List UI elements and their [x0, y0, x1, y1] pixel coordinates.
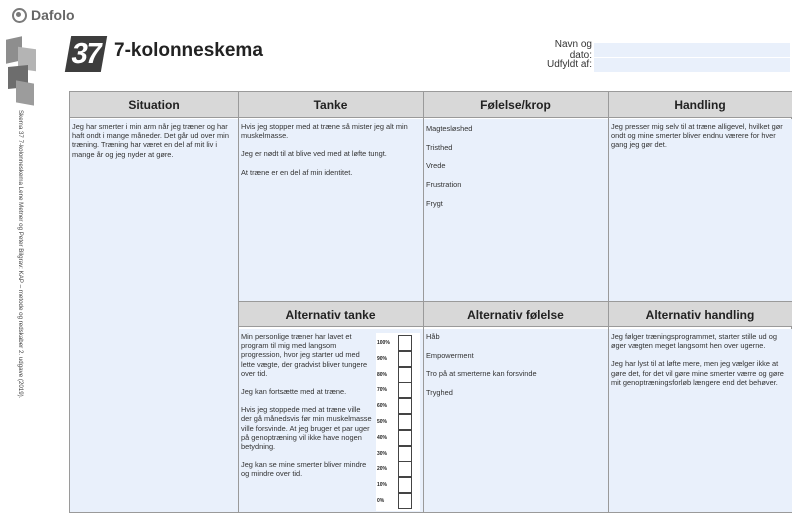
scale-checkbox[interactable] [398, 430, 412, 446]
foelelse-item: Vrede [426, 161, 446, 171]
percentage-scale [376, 333, 420, 511]
logo-text: Dafolo [31, 7, 75, 23]
alt-foelelse-item: Håb [426, 332, 440, 341]
header-alt-handling: Alternativ handling [608, 301, 792, 327]
alt-tanke-line: Jeg kan fortsætte med at træne. [241, 387, 347, 397]
alt-handling-cell[interactable] [609, 329, 792, 512]
scale-row[interactable] [376, 335, 420, 350]
name-date-label: Navn og dato: [554, 38, 592, 61]
tanke-line: At træne er en del af min identitet. [241, 167, 353, 177]
alt-tanke-line: Hvis jeg stoppede med at træne ville der gå månedsvis før min muskelmasse ville forsvinde. At jeg bruger et par uger på genoptræning vil ikke have nogen betydning. [241, 405, 372, 452]
scale-checkbox[interactable] [398, 414, 412, 430]
scale-row[interactable] [376, 430, 420, 445]
scale-row[interactable] [376, 461, 420, 476]
side-credit: Skema 37 7-kolonneskema Lene Metner og Peter Bilgrav: KAP – metode og redskaber 2. udgave (2019). [17, 110, 24, 399]
alt-foelelse-cell[interactable] [424, 329, 608, 512]
scale-checkbox[interactable] [398, 367, 412, 383]
alt-handling-line: Jeg følger træningsprogrammet, starter stille ud og øger vægten meget langsomt hen over ugerne. [611, 332, 777, 351]
tanke-cell[interactable] [239, 119, 423, 301]
scale-row[interactable] [376, 493, 420, 508]
scale-checkbox[interactable] [398, 477, 412, 493]
alt-handling-line: Jeg har lyst til at løfte mere, men jeg vælger ikke at gøre det, for det vil gøre mine smerter værre og gøre mit genoptræningsforløb længere end det behøver. [611, 359, 784, 387]
kap-graphic-icon [4, 38, 38, 106]
page-title: 7-kolonneskema [114, 40, 263, 61]
scale-checkbox[interactable] [398, 446, 412, 462]
chapter-number-badge: 37 [65, 36, 107, 72]
header-alt-foelelse: Alternativ følelse [423, 301, 608, 327]
meta-fields [532, 38, 790, 72]
scale-row[interactable] [376, 351, 420, 366]
scale-row[interactable] [376, 398, 420, 413]
alt-tanke-line: Jeg kan se mine smerter bliver mindre og mindre over tid. [241, 460, 367, 479]
alt-foelelse-item: Tryghed [426, 388, 453, 398]
header-foelelse: Følelse/krop [423, 92, 608, 118]
seven-column-table [69, 91, 792, 513]
foelelse-cell[interactable] [424, 119, 608, 301]
scale-label: 20% [377, 466, 388, 473]
scale-label: 60% [377, 403, 388, 410]
name-date-field[interactable] [594, 43, 790, 57]
foelelse-item: Magtesløshed [426, 124, 473, 133]
scale-label: 10% [377, 482, 388, 489]
foelelse-item: Frygt [426, 198, 443, 208]
header-handling: Handling [608, 92, 792, 118]
tanke-line: Hvis jeg stopper med at træne så mister jeg alt min muskelmasse. [241, 122, 408, 141]
foelelse-item: Tristhed [426, 142, 453, 152]
scale-label: 30% [377, 450, 388, 457]
scale-label: 0% [377, 498, 385, 504]
scale-row[interactable] [376, 382, 420, 397]
alt-tanke-line: Min personlige træner har lavet et program til mig med langsom progression, hvor jeg starter ud med lette vægte, der gradvist bliver tungere over tid. [241, 332, 368, 378]
dafolo-logo [12, 7, 75, 23]
situation-cell[interactable] [70, 119, 238, 512]
alt-foelelse-item: Empowerment [426, 350, 474, 360]
filled-by-field[interactable] [594, 58, 790, 72]
tanke-line: Jeg er nødt til at blive ved med at løfte tungt. [241, 149, 387, 159]
handling-cell[interactable] [609, 119, 792, 301]
header-alt-tanke: Alternativ tanke [238, 301, 423, 327]
dafolo-logo-icon [12, 8, 27, 23]
scale-row[interactable] [376, 446, 420, 461]
handling-text: Jeg presser mig selv til at træne alligevel, hvilket gør ondt og mine smerter bliver endnu værere for hver gang jeg gør det. [611, 122, 783, 150]
scale-label: 70% [377, 387, 388, 394]
scale-checkbox[interactable] [398, 335, 412, 351]
scale-label: 90% [377, 355, 388, 362]
scale-label: 80% [377, 371, 388, 378]
scale-label: 40% [377, 434, 388, 441]
scale-checkbox[interactable] [398, 398, 412, 414]
alt-foelelse-item: Tro på at smerterne kan forsvinde [426, 369, 537, 379]
foelelse-item: Frustration [426, 180, 462, 190]
header-situation: Situation [70, 92, 238, 118]
scale-checkbox[interactable] [398, 493, 412, 509]
scale-row[interactable] [376, 477, 420, 492]
situation-text: Jeg har smerter i min arm når jeg træner og har haft ondt i mange måneder. Det går ud over min træning. Træning har været en del af mit liv i mange år og jeg nyder at gøre. [72, 122, 229, 159]
scale-row[interactable] [376, 367, 420, 382]
filled-by-label: Udfyldt af: [546, 59, 592, 70]
scale-checkbox[interactable] [398, 382, 412, 398]
scale-checkbox[interactable] [398, 351, 412, 367]
scale-row[interactable] [376, 414, 420, 429]
header-tanke: Tanke [238, 92, 423, 118]
scale-label: 50% [377, 419, 388, 425]
scale-label: 100% [377, 340, 390, 346]
scale-checkbox[interactable] [398, 461, 412, 477]
